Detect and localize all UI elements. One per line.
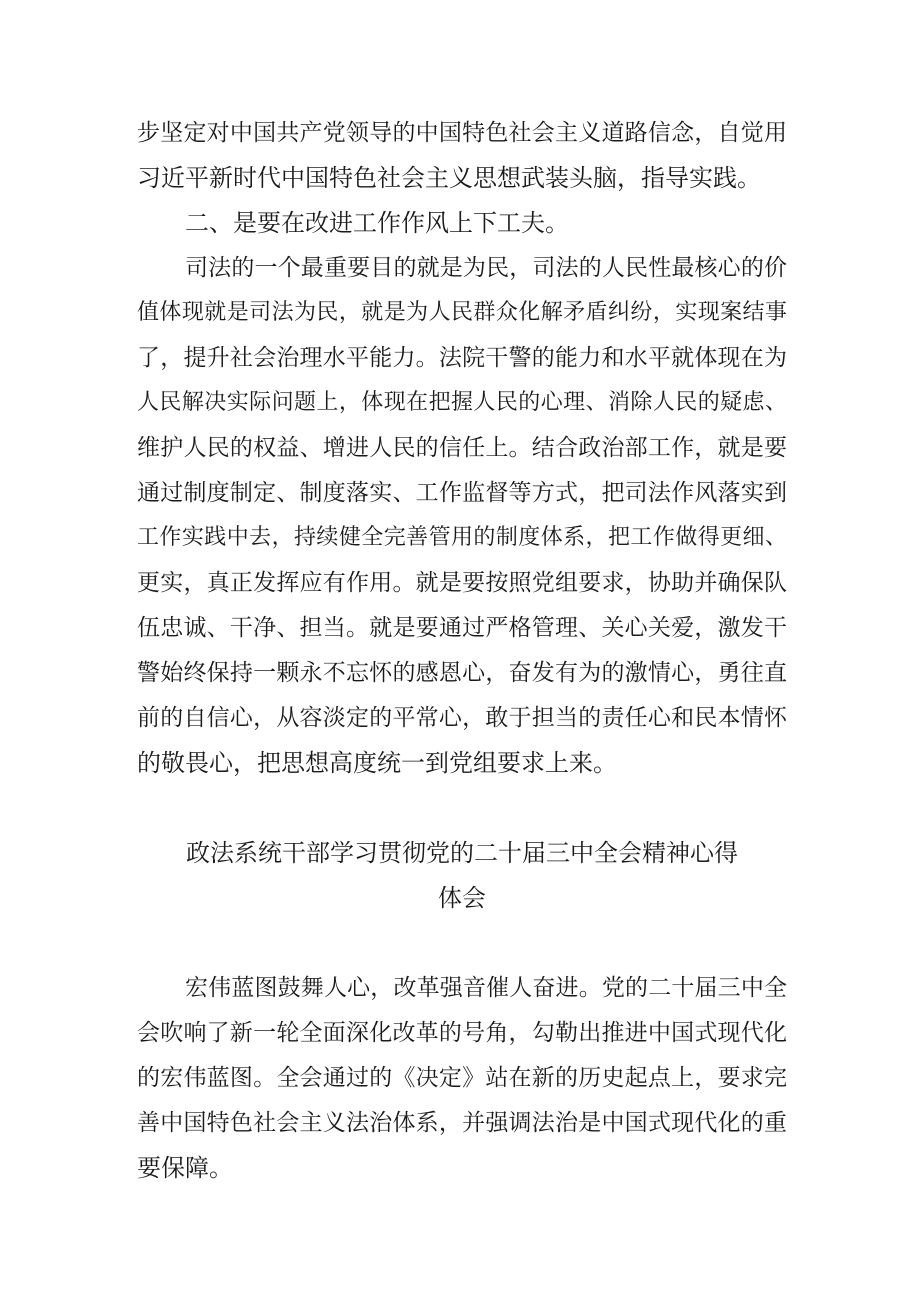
article-title-continuation: 体会 (438, 884, 486, 912)
paragraph-line: 善中国特色社会主义法治体系，并强调法治是中国式现代化的重 (137, 1110, 787, 1136)
paragraph-line: 值体现就是司法为民，就是为人民群众化解矛盾纠纷，实现案结事 (137, 300, 787, 325)
paragraph-line: 更实，真正发挥应有作用。就是要按照党组要求，协助并确保队 (137, 570, 787, 596)
paragraph-line: 的敬畏心，把思想高度统一到党组要求上来。 (137, 749, 617, 777)
paragraph-line: 维护人民的权益、增进人民的信任上。结合政治部工作，就是要 (137, 435, 787, 461)
paragraph-line: 警始终保持一颗永不忘怀的感恩心，奋发有为的激情心，勇往直 (137, 660, 787, 686)
paragraph-line: 习近平新时代中国特色社会主义思想武装头脑，指导实践。 (137, 164, 761, 192)
paragraph-line: 通过制度制定、制度落实、工作监督等方式，把司法作风落实到 (137, 480, 787, 506)
article-title: 政法系统干部学习贯彻党的二十届三中全会精神心得 (186, 839, 738, 867)
section-heading: 二、是要在改进工作作风上下工夫。 (185, 209, 569, 237)
paragraph-line: 人民解决实际问题上，体现在把握人民的心理、消除人民的疑虑、 (137, 390, 787, 415)
paragraph-line: 前的自信心，从容淡定的平常心，敢于担当的责任心和民本情怀 (137, 705, 787, 731)
paragraph-line: 要保障。 (137, 1154, 233, 1182)
paragraph-line: 的宏伟蓝图。全会通过的《决定》站在新的历史起点上，要求完 (137, 1065, 787, 1091)
paragraph-line: 了，提升社会治理水平能力。法院干警的能力和水平就体现在为 (137, 345, 787, 371)
paragraph-line: 会吹响了新一轮全面深化改革的号角，勾勒出推进中国式现代化 (137, 1020, 787, 1046)
paragraph-line: 司法的一个最重要目的就是为民，司法的人民性最核心的价 (185, 255, 787, 281)
paragraph-line: 宏伟蓝图鼓舞人心，改革强音催人奋进。党的二十届三中全 (185, 975, 787, 1001)
paragraph-line: 步坚定对中国共产党领导的中国特色社会主义道路信念，自觉用 (137, 120, 787, 146)
paragraph-line: 伍忠诚、干净、担当。就是要通过严格管理、关心关爱，激发干 (137, 615, 787, 641)
paragraph-line: 工作实践中去，持续健全完善管用的制度体系，把工作做得更细、 (137, 525, 787, 550)
